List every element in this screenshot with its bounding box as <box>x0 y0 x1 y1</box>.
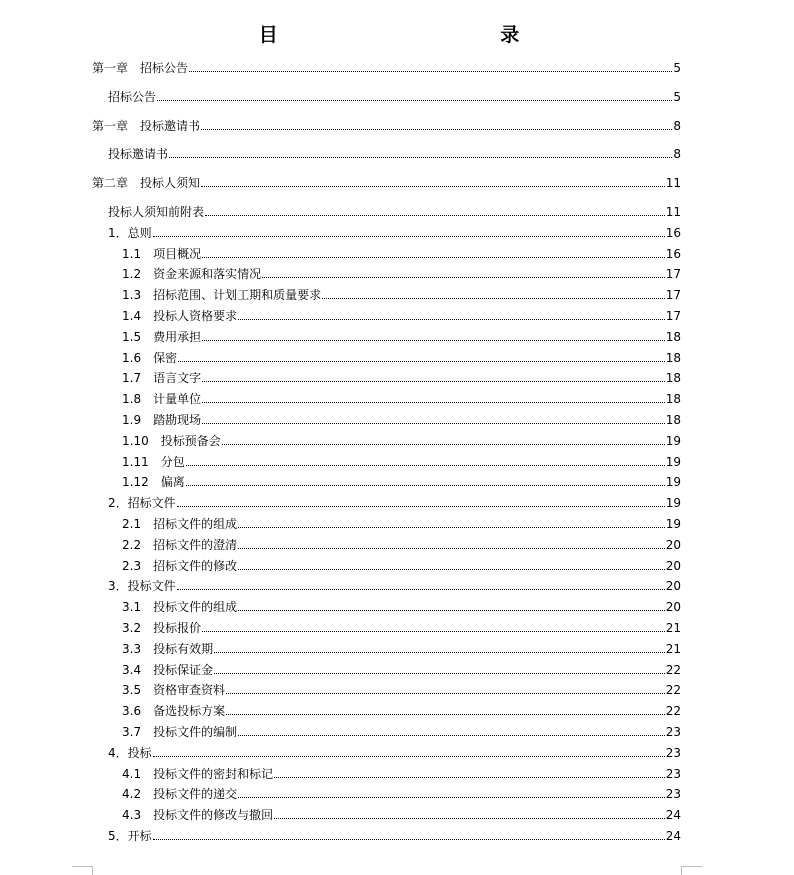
toc-entry-label: 1.4 投标人资格要求 <box>122 309 238 323</box>
toc-entry[interactable] <box>122 617 681 635</box>
toc-entry[interactable] <box>122 513 681 531</box>
toc-entry-page-number: 19 <box>665 517 681 531</box>
toc-entry-page-number: 23 <box>665 746 681 760</box>
dot-leader <box>226 693 665 694</box>
toc-entry-page-number: 18 <box>665 330 681 344</box>
toc-entry-page-number: 17 <box>665 309 681 323</box>
dot-leader <box>177 589 665 590</box>
dot-leader <box>238 797 665 798</box>
toc-entry-label: 投标人须知前附表 <box>108 205 205 219</box>
toc-entry[interactable] <box>122 638 681 656</box>
toc-entry-page-number: 18 <box>665 392 681 406</box>
toc-entry-page-number: 20 <box>665 600 681 614</box>
toc-entry-page-number: 11 <box>665 205 681 219</box>
toc-entry-page-number: 17 <box>665 288 681 302</box>
toc-entry-page-number: 17 <box>665 267 681 281</box>
toc-entry-page-number: 8 <box>673 147 681 161</box>
dot-leader <box>186 485 665 486</box>
toc-entry-label: 2．招标文件 <box>108 496 176 510</box>
dot-leader <box>178 361 665 362</box>
toc-entry[interactable] <box>122 305 681 323</box>
toc-entry[interactable] <box>122 659 681 677</box>
toc-entry-page-number: 5 <box>673 61 681 75</box>
dot-leader <box>201 186 665 187</box>
toc-entry-label: 2.2 招标文件的澄清 <box>122 538 238 552</box>
dot-leader <box>222 444 665 445</box>
toc-entry[interactable] <box>122 263 681 281</box>
toc-entry-label: 4.2 投标文件的递交 <box>122 787 238 801</box>
toc-entry[interactable] <box>92 115 681 133</box>
toc-entry[interactable] <box>122 388 681 406</box>
toc-entry[interactable] <box>108 575 681 593</box>
toc-entry[interactable] <box>108 143 681 161</box>
toc-entry-page-number: 20 <box>665 579 681 593</box>
toc-entry-label: 招标公告 <box>108 90 157 104</box>
dot-leader <box>169 157 672 158</box>
toc-entry[interactable] <box>122 700 681 718</box>
toc-entry-page-number: 11 <box>665 176 681 190</box>
toc-entry-label: 3.1 投标文件的组成 <box>122 600 238 614</box>
toc-entry-label: 3.5 资格审查资料 <box>122 683 226 697</box>
dot-leader <box>205 215 665 216</box>
toc-entry[interactable] <box>122 451 681 469</box>
toc-entry[interactable] <box>122 721 681 739</box>
dot-leader <box>202 402 665 403</box>
toc-entry[interactable] <box>122 326 681 344</box>
toc-entry-page-number: 5 <box>673 90 681 104</box>
toc-entry[interactable] <box>122 804 681 822</box>
dot-leader <box>274 818 665 819</box>
toc-entry-page-number: 23 <box>665 767 681 781</box>
toc-entry-label: 1.3 招标范围、计划工期和质量要求 <box>122 288 322 302</box>
dot-leader <box>153 236 665 237</box>
toc-entry-label: 1.9 踏勘现场 <box>122 413 202 427</box>
dot-leader <box>202 257 665 258</box>
toc-entry[interactable] <box>122 783 681 801</box>
dot-leader <box>186 465 665 466</box>
toc-entry[interactable] <box>122 409 681 427</box>
dot-leader <box>202 631 665 632</box>
toc-entry[interactable] <box>122 534 681 552</box>
toc-entry-label: 2.1 招标文件的组成 <box>122 517 238 531</box>
toc-entry-page-number: 19 <box>665 434 681 448</box>
toc-entry-page-number: 18 <box>665 371 681 385</box>
toc-entry-page-number: 23 <box>665 787 681 801</box>
toc-entry-page-number: 24 <box>665 829 681 843</box>
dot-leader <box>274 777 665 778</box>
dot-leader <box>238 610 665 611</box>
dot-leader <box>177 506 665 507</box>
toc-entry-label: 1．总则 <box>108 226 152 240</box>
toc-entry-label: 1.5 费用承担 <box>122 330 202 344</box>
toc-entry-label: 3.4 投标保证金 <box>122 663 214 677</box>
dot-leader <box>214 652 665 653</box>
toc-entry-page-number: 22 <box>665 663 681 677</box>
dot-leader <box>238 548 665 549</box>
dot-leader <box>238 527 665 528</box>
toc-entry-label: 投标邀请书 <box>108 147 169 161</box>
toc-entry-page-number: 16 <box>665 226 681 240</box>
toc-entry-label: 1.2 资金来源和落实情况 <box>122 267 262 281</box>
toc-entry[interactable] <box>122 596 681 614</box>
toc-entry-page-number: 16 <box>665 247 681 261</box>
toc-entry[interactable] <box>92 57 681 75</box>
toc-entry-label: 3.6 备选投标方案 <box>122 704 226 718</box>
toc-entry[interactable] <box>122 555 681 573</box>
toc-entry-label: 3．投标文件 <box>108 579 176 593</box>
toc-entry-label: 1.1 项目概况 <box>122 247 202 261</box>
dot-leader <box>238 569 665 570</box>
toc-entry-label: 4.3 投标文件的修改与撤回 <box>122 808 274 822</box>
toc-entry-page-number: 21 <box>665 642 681 656</box>
toc-entry-label: 第二章 投标人须知 <box>92 176 201 190</box>
toc-entry-page-number: 18 <box>665 413 681 427</box>
dot-leader <box>238 319 665 320</box>
toc-entry-label: 1.7 语言文字 <box>122 371 202 385</box>
toc-entry[interactable] <box>108 742 681 760</box>
dot-leader <box>262 277 665 278</box>
toc-entry-label: 1.11 分包 <box>122 455 185 469</box>
dot-leader <box>214 673 665 674</box>
toc-entry-page-number: 18 <box>665 351 681 365</box>
toc-title: 目 录 <box>258 24 628 46</box>
toc-entry-page-number: 19 <box>665 455 681 469</box>
toc-entry[interactable] <box>108 492 681 510</box>
toc-entry-page-number: 20 <box>665 538 681 552</box>
toc-entry-page-number: 8 <box>673 119 681 133</box>
dot-leader <box>153 756 665 757</box>
toc-entry[interactable] <box>122 430 681 448</box>
toc-entry-label: 5．开标 <box>108 829 152 843</box>
toc-entry[interactable] <box>122 284 681 302</box>
toc-entry[interactable] <box>122 679 681 697</box>
dot-leader <box>238 735 665 736</box>
toc-entry[interactable] <box>122 347 681 365</box>
dot-leader <box>189 71 672 72</box>
toc-entry-label: 4．投标 <box>108 746 152 760</box>
dot-leader <box>201 129 672 130</box>
toc-entry-label: 3.7 投标文件的编制 <box>122 725 238 739</box>
toc-entry-label: 2.3 招标文件的修改 <box>122 559 238 573</box>
toc-entry-page-number: 24 <box>665 808 681 822</box>
toc-entry[interactable] <box>108 86 681 104</box>
dot-leader <box>202 340 665 341</box>
toc-entry[interactable] <box>122 367 681 385</box>
toc-entry-label: 第一章 投标邀请书 <box>92 119 201 133</box>
toc-entry-page-number: 23 <box>665 725 681 739</box>
toc-entry-label: 4.1 投标文件的密封和标记 <box>122 767 274 781</box>
toc-entry[interactable] <box>122 471 681 489</box>
toc-entry-label: 第一章 招标公告 <box>92 61 189 75</box>
dot-leader <box>157 100 672 101</box>
toc-entry-page-number: 20 <box>665 559 681 573</box>
toc-entry[interactable] <box>122 763 681 781</box>
toc-entry-page-number: 22 <box>665 704 681 718</box>
toc-entry-page-number: 19 <box>665 475 681 489</box>
toc-entry[interactable] <box>122 243 681 261</box>
toc-entry-label: 1.10 投标预备会 <box>122 434 221 448</box>
toc-entry-page-number: 21 <box>665 621 681 635</box>
dot-leader <box>202 381 665 382</box>
toc-entry[interactable] <box>108 201 681 219</box>
toc-entry-label: 1.12 偏离 <box>122 475 185 489</box>
toc-entry[interactable] <box>108 222 681 240</box>
toc-entry-page-number: 19 <box>665 496 681 510</box>
toc-entry-label: 3.2 投标报价 <box>122 621 202 635</box>
toc-entry[interactable] <box>108 825 681 843</box>
dot-leader <box>202 423 665 424</box>
dot-leader <box>322 298 665 299</box>
toc-entry-label: 1.6 保密 <box>122 351 178 365</box>
toc-entry-label: 3.3 投标有效期 <box>122 642 214 656</box>
toc-entry[interactable] <box>92 172 681 190</box>
toc-entry-page-number: 22 <box>665 683 681 697</box>
toc-entry-label: 1.8 计量单位 <box>122 392 202 406</box>
dot-leader <box>153 839 665 840</box>
dot-leader <box>226 714 665 715</box>
